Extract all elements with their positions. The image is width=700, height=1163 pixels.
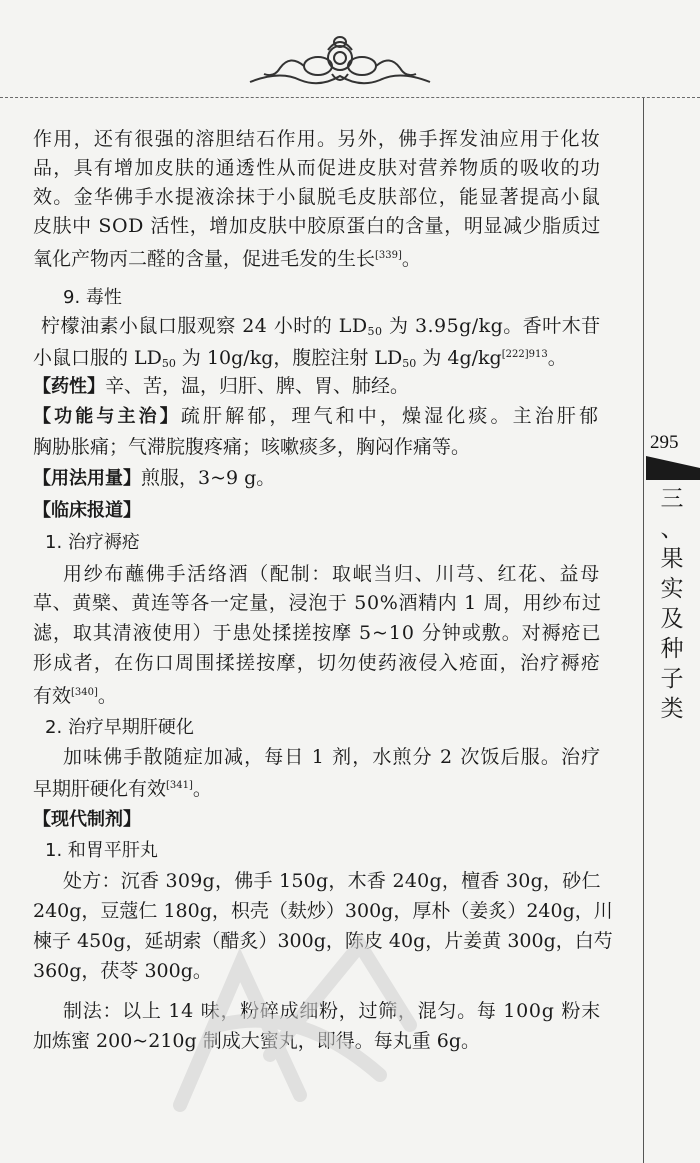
line-text: 用纱布蘸佛手活络酒（配制：取岷当归、川芎、红花、益母	[63, 563, 601, 585]
section-heading: 【临床报道】	[33, 500, 141, 521]
line-text: 有效	[33, 685, 72, 707]
line-text: 形成者，在伤口周围揉搓按摩，切勿使药液侵入疮面，治疗褥疮	[33, 652, 602, 674]
line-text: 制法：以上 14 味，粉碎成细粉，过筛，混匀。每 100g 粉末	[63, 1000, 601, 1022]
text-line	[63, 998, 601, 1024]
text-line	[33, 590, 602, 616]
text-line	[63, 868, 601, 894]
section-heading: 【用法用量】	[33, 468, 141, 489]
line-text: 为 3.95g/kg。香叶木苷	[382, 315, 601, 337]
line-text: 煎服，3~9 g。	[141, 467, 276, 489]
header-rule	[0, 97, 700, 98]
line-text: 小鼠口服的 LD	[33, 347, 162, 369]
line-text: 240g，豆蔻仁 180g，枳壳（麸炒）300g，厚朴（姜炙）240g，川	[33, 900, 613, 922]
subsection-heading: 1. 和胃平肝丸	[45, 840, 158, 861]
line-text: 滤，取其清液使用）于患处揉搓按摩 5~10 分钟或敷。对褥疮已	[33, 622, 602, 644]
section-heading: 【现代制剂】	[33, 809, 141, 830]
text-line	[45, 529, 140, 555]
line-text: 早期肝硬化有效	[33, 778, 167, 800]
page-number: 295	[650, 432, 679, 453]
line-text: 为 4g/kg	[416, 347, 502, 369]
text-line	[33, 465, 275, 491]
reference-marker: [341]	[166, 780, 193, 791]
line-text: 胸胁胀痛；气滞脘腹疼痛；咳嗽痰多，胸闷作痛等。	[33, 436, 471, 458]
line-text: 。	[401, 248, 421, 270]
section-heading: 【功能与主治】	[33, 406, 181, 427]
line-text: 360g，茯苓 300g。	[33, 960, 212, 982]
text-line	[33, 806, 141, 832]
text-line	[33, 1028, 480, 1054]
line-text: 楝子 450g，延胡索（醋炙）300g，陈皮 40g，片姜黄 300g，白芍	[33, 930, 613, 952]
line-text: 辛、苦，温，归肝、脾、胃、肺经。	[105, 375, 410, 397]
section-tab	[649, 484, 695, 724]
text-line	[33, 928, 613, 954]
text-line	[33, 497, 141, 523]
section-tab-char: 三	[660, 486, 684, 512]
line-text: 柠檬油素小鼠口服观察 24 小时的 LD	[41, 315, 368, 337]
line-text: 加味佛手散随症加减，每日 1 剂，水煎分 2 次饭后服。治疗	[63, 746, 602, 768]
knotwork-ornament-icon	[240, 30, 440, 94]
line-text: 草、黄檗、黄连等各一定量，浸泡于 50%酒精内 1 周，用纱布过	[33, 592, 602, 614]
text-line	[33, 620, 601, 646]
text-line	[63, 561, 601, 587]
line-text: 疏肝解郁，理气和中，燥湿化痰。主治肝郁	[180, 405, 602, 427]
subscript: 50	[367, 325, 383, 338]
subsection-heading: 2. 治疗早期肝硬化	[45, 717, 194, 738]
text-line	[33, 126, 601, 152]
text-line	[33, 650, 601, 676]
text-line	[33, 213, 601, 239]
text-line	[33, 773, 212, 799]
line-text: 氧化产物丙二醛的含量，促进毛发的生长	[33, 248, 376, 270]
line-text: 效。金华佛手水提液涂抹于小鼠脱毛皮肤部位，能显著提高小鼠	[33, 186, 602, 208]
text-line	[33, 434, 470, 460]
section-tab-char: 实	[660, 576, 684, 602]
section-tab-char: 、	[660, 516, 684, 542]
text-line	[33, 898, 613, 924]
section-tab-char: 种	[660, 636, 684, 662]
line-text: 加炼蜜 200~210g 制成大蜜丸，即得。每丸重 6g。	[33, 1030, 480, 1052]
line-text: 品，具有增加皮肤的通透性从而促进皮肤对营养物质的吸收的功	[33, 157, 602, 179]
text-line	[33, 155, 601, 181]
text-line	[45, 714, 194, 740]
subsection-heading: 1. 治疗褥疮	[45, 532, 140, 553]
line-text: 处方：沉香 309g，佛手 150g，木香 240g，檀香 30g，砂仁	[63, 870, 601, 892]
section-tab-char: 子	[660, 666, 684, 692]
text-line	[33, 403, 601, 429]
text-line	[63, 744, 601, 770]
subscript: 50	[161, 357, 176, 370]
text-line	[33, 373, 409, 399]
margin-rule	[643, 98, 644, 1163]
tab-wedge-icon	[646, 456, 700, 480]
reference-marker: [340]	[71, 687, 98, 698]
line-text: 皮肤中 SOD 活性，增加皮肤中胶原蛋白的含量，明显减少脂质过	[33, 215, 601, 237]
text-line	[41, 313, 601, 339]
line-text: 。	[192, 778, 212, 800]
section-tab-char: 果	[660, 546, 684, 572]
text-line	[33, 184, 601, 210]
reference-marker: [339]	[375, 250, 402, 261]
text-line	[33, 342, 567, 368]
line-text: 作用，还有很强的溶胆结石作用。另外，佛手挥发油应用于化妆	[33, 128, 602, 150]
line-text: 为 10g/kg，腹腔注射 LD	[175, 347, 403, 369]
reference-marker: [222]913	[501, 349, 548, 360]
line-text: 。	[97, 685, 117, 707]
line-text: 。	[547, 347, 567, 369]
subscript: 50	[402, 357, 417, 370]
text-line	[63, 284, 122, 310]
subsection-heading: 9. 毒性	[63, 287, 122, 308]
section-tab-char: 及	[660, 606, 684, 632]
section-heading: 【药性】	[33, 376, 105, 397]
text-line	[33, 680, 117, 706]
text-line	[45, 837, 158, 863]
text-line	[33, 243, 421, 269]
section-tab-char: 类	[660, 696, 684, 722]
text-line	[33, 958, 212, 984]
